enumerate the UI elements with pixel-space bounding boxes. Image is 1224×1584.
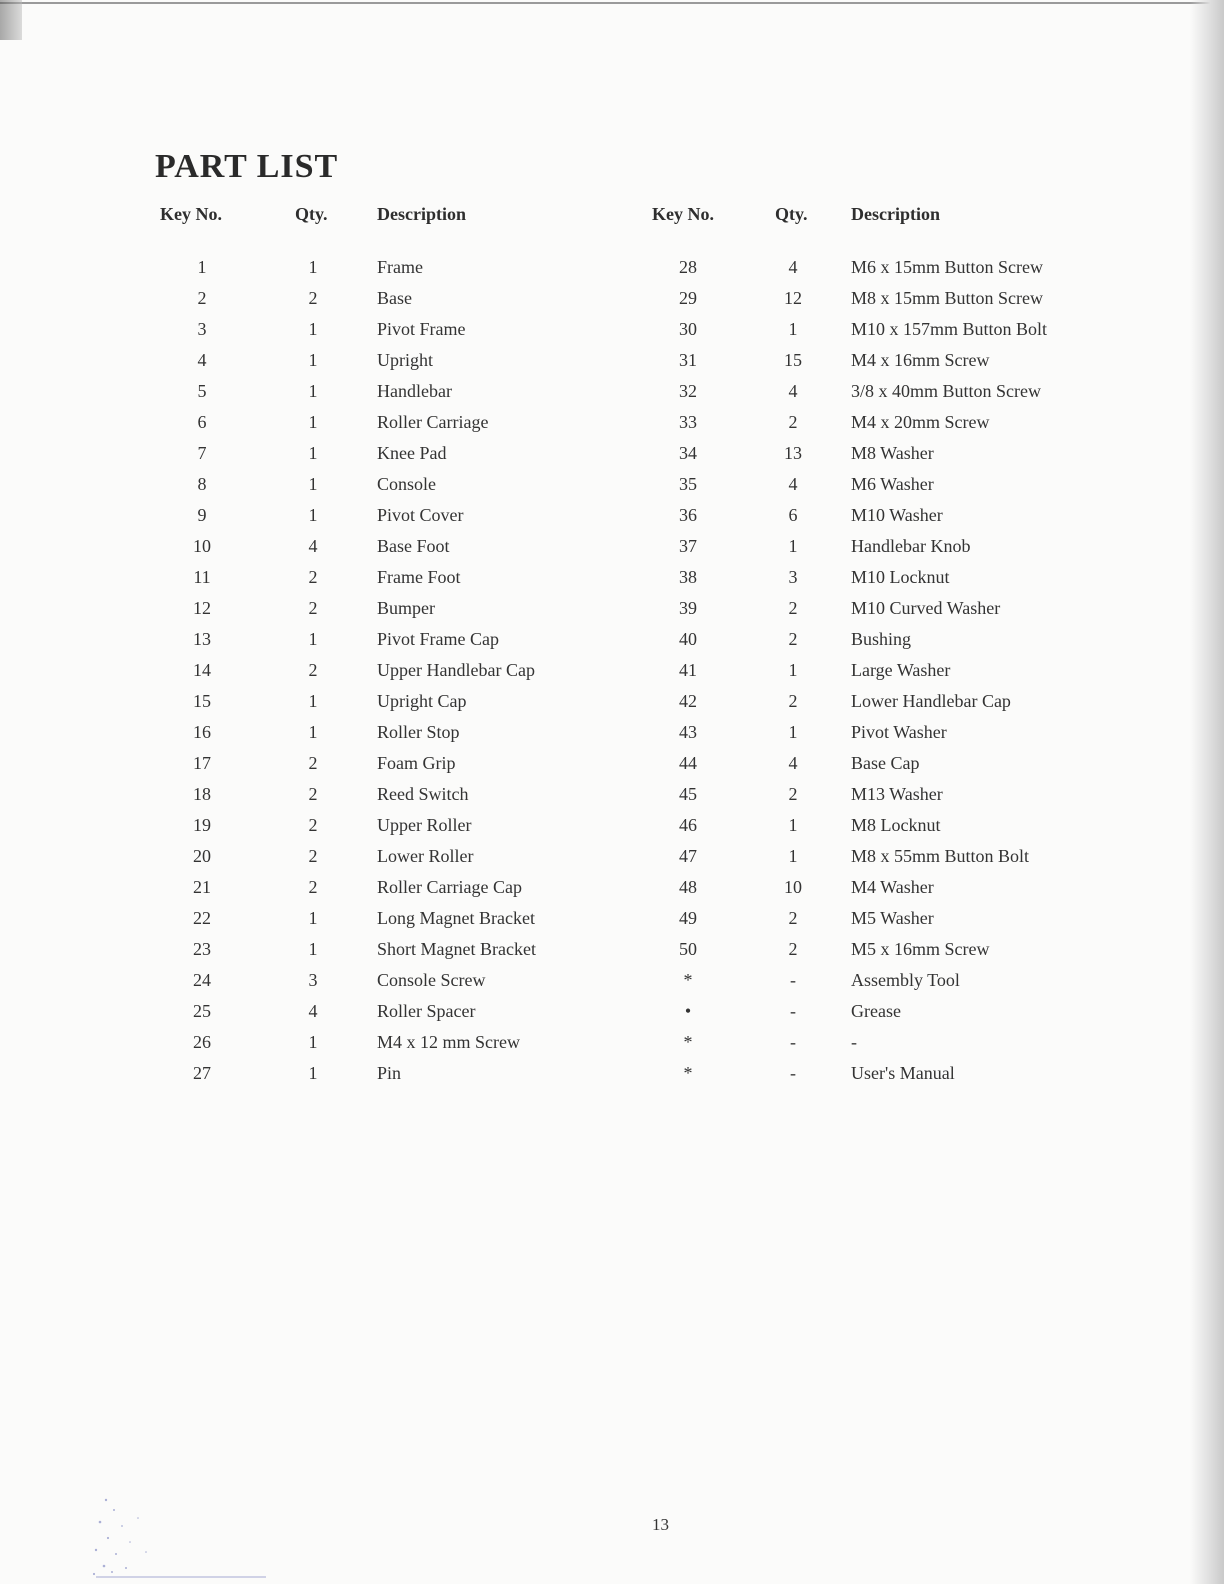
description-cell: Roller Carriage Cap: [377, 877, 522, 897]
description-cell: M10 Washer: [851, 505, 943, 525]
qty-cell: -: [790, 1001, 796, 1021]
description-cell: M5 Washer: [851, 908, 934, 928]
description-cell: Frame Foot: [377, 567, 461, 587]
key-no-cell: 38: [679, 567, 697, 587]
qty-cell: 2: [308, 846, 318, 866]
key-no-cell: 49: [679, 908, 697, 928]
qty-cell: 2: [788, 784, 798, 804]
description-cell: Base Cap: [851, 753, 920, 773]
qty-cell: 2: [308, 598, 318, 618]
qty-cell: 10: [784, 877, 802, 897]
description-cell: M8 Washer: [851, 443, 934, 463]
qty-cell: 1: [308, 350, 318, 370]
key-no-cell: 29: [679, 288, 697, 308]
qty-cell: 1: [308, 474, 318, 494]
key-no-cell: 44: [679, 753, 697, 773]
qty-cell: 4: [308, 536, 318, 556]
description-cell: Large Washer: [851, 660, 951, 680]
qty-cell: 4: [788, 753, 798, 773]
qty-cell: 12: [784, 288, 802, 308]
description-cell: M8 x 55mm Button Bolt: [851, 846, 1030, 866]
key-no-cell: 33: [679, 412, 697, 432]
key-no-cell: 42: [679, 691, 697, 711]
page-number: 13: [652, 1515, 669, 1534]
qty-cell: 1: [308, 939, 318, 959]
description-cell: Foam Grip: [377, 753, 456, 773]
description-cell: Console: [377, 474, 437, 494]
qty-cell: 6: [788, 505, 798, 525]
key-no-cell: 40: [679, 629, 697, 649]
key-no-cell: *: [683, 1063, 693, 1083]
qty-cell: 4: [788, 474, 798, 494]
qty-cell: -: [790, 970, 796, 990]
key-no-cell: 5: [197, 381, 207, 401]
qty-cell: 1: [308, 908, 318, 928]
description-cell: Bushing: [851, 629, 912, 649]
scan-edge-mark: [0, 0, 22, 40]
description-cell: Grease: [851, 1001, 901, 1021]
key-no-cell: 7: [197, 443, 207, 463]
key-no-cell: 3: [197, 319, 207, 339]
qty-cell: 1: [308, 381, 318, 401]
key-no-cell: 2: [197, 288, 207, 308]
description-cell: M8 x 15mm Button Screw: [851, 288, 1043, 308]
qty-cell: 1: [788, 846, 798, 866]
description-cell: Base Foot: [377, 536, 450, 556]
key-no-cell: 16: [193, 722, 211, 742]
qty-cell: 2: [308, 660, 318, 680]
key-no-cell: 32: [679, 381, 697, 401]
qty-cell: 4: [788, 257, 798, 277]
description-cell: Lower Handlebar Cap: [851, 691, 1011, 711]
qty-cell: 4: [788, 381, 798, 401]
key-no-cell: 27: [193, 1063, 211, 1083]
key-no-cell: 35: [679, 474, 697, 494]
key-no-cell: 50: [679, 939, 697, 959]
qty-cell: 2: [788, 908, 798, 928]
key-no-cell: 9: [197, 505, 207, 525]
key-no-cell: 14: [193, 660, 211, 680]
description-cell: Upright Cap: [377, 691, 467, 711]
description-cell: M4 x 20mm Screw: [851, 412, 990, 432]
qty-cell: 2: [788, 939, 798, 959]
key-no-cell: 20: [193, 846, 211, 866]
description-cell: Pivot Frame: [377, 319, 466, 339]
key-no-cell: 25: [193, 1001, 211, 1021]
qty-cell: 13: [784, 443, 802, 463]
description-cell: Base: [377, 288, 412, 308]
description-cell: Short Magnet Bracket: [377, 939, 536, 959]
key-no-cell: 13: [193, 629, 211, 649]
qty-cell: 1: [308, 629, 318, 649]
key-no-cell: 24: [193, 970, 211, 990]
key-no-cell: 23: [193, 939, 211, 959]
key-no-cell: 30: [679, 319, 697, 339]
key-no-cell: 17: [193, 753, 211, 773]
header-description: Description: [851, 204, 940, 224]
description-cell: M4 x 16mm Screw: [851, 350, 990, 370]
description-cell: Frame: [377, 257, 423, 277]
qty-cell: 1: [308, 505, 318, 525]
scan-speckle: [86, 1480, 276, 1580]
key-no-cell: 15: [193, 691, 211, 711]
description-cell: Assembly Tool: [851, 970, 960, 990]
key-no-cell: 4: [197, 350, 207, 370]
description-cell: Pin: [377, 1063, 402, 1083]
description-cell: Pivot Frame Cap: [377, 629, 499, 649]
description-cell: M4 Washer: [851, 877, 934, 897]
description-cell: Roller Stop: [377, 722, 460, 742]
key-no-cell: 18: [193, 784, 211, 804]
description-cell: Pivot Washer: [851, 722, 947, 742]
key-no-cell: 22: [193, 908, 211, 928]
key-no-cell: 21: [193, 877, 211, 897]
description-cell: -: [851, 1032, 857, 1052]
key-no-cell: 19: [193, 815, 211, 835]
description-cell: Roller Spacer: [377, 1001, 476, 1021]
key-no-cell: •: [684, 1001, 692, 1021]
description-cell: Bumper: [377, 598, 435, 618]
qty-cell: 1: [308, 691, 318, 711]
description-cell: Upper Roller: [377, 815, 472, 835]
key-no-cell: 41: [679, 660, 697, 680]
description-cell: Upright: [377, 350, 433, 370]
description-cell: M8 Locknut: [851, 815, 941, 835]
description-cell: M5 x 16mm Screw: [851, 939, 990, 959]
key-no-cell: 45: [679, 784, 697, 804]
key-no-cell: 37: [679, 536, 697, 556]
key-no-cell: 1: [197, 257, 207, 277]
description-cell: Roller Carriage: [377, 412, 489, 432]
qty-cell: 1: [788, 536, 798, 556]
qty-cell: 1: [308, 1032, 318, 1052]
qty-cell: 2: [788, 629, 798, 649]
qty-cell: 2: [788, 412, 798, 432]
key-no-cell: 39: [679, 598, 697, 618]
description-cell: Upper Handlebar Cap: [377, 660, 535, 680]
qty-cell: 2: [308, 567, 318, 587]
description-cell: M6 Washer: [851, 474, 934, 494]
description-cell: M10 Locknut: [851, 567, 950, 587]
key-no-cell: 11: [193, 567, 211, 587]
qty-cell: -: [790, 1032, 796, 1052]
description-cell: Handlebar Knob: [851, 536, 971, 556]
qty-cell: -: [790, 1063, 796, 1083]
qty-cell: 2: [788, 691, 798, 711]
description-cell: Pivot Cover: [377, 505, 464, 525]
qty-cell: 1: [308, 443, 318, 463]
qty-cell: 1: [308, 722, 318, 742]
key-no-cell: 31: [679, 350, 697, 370]
qty-cell: 1: [788, 815, 798, 835]
description-cell: M10 Curved Washer: [851, 598, 1001, 618]
description-cell: Lower Roller: [377, 846, 474, 866]
qty-cell: 2: [308, 815, 318, 835]
description-cell: User's Manual: [851, 1063, 955, 1083]
key-no-cell: 36: [679, 505, 697, 525]
description-cell: Long Magnet Bracket: [377, 908, 535, 928]
description-cell: Reed Switch: [377, 784, 469, 804]
key-no-cell: 43: [679, 722, 697, 742]
qty-cell: 1: [308, 412, 318, 432]
qty-cell: 1: [788, 722, 798, 742]
key-no-cell: 46: [679, 815, 697, 835]
qty-cell: 2: [308, 753, 318, 773]
key-no-cell: 6: [197, 412, 207, 432]
qty-cell: 3: [308, 970, 318, 990]
description-cell: Knee Pad: [377, 443, 447, 463]
qty-cell: 3: [788, 567, 798, 587]
qty-cell: 1: [788, 660, 798, 680]
key-no-cell: 48: [679, 877, 697, 897]
qty-cell: 2: [788, 598, 798, 618]
description-cell: M4 x 12 mm Screw: [377, 1032, 520, 1052]
header-key-no: Key No.: [160, 204, 222, 224]
key-no-cell: 28: [679, 257, 697, 277]
key-no-cell: 26: [193, 1032, 211, 1052]
qty-cell: 1: [788, 319, 798, 339]
key-no-cell: 10: [193, 536, 211, 556]
header-key-no: Key No.: [652, 204, 714, 224]
description-cell: Console Screw: [377, 970, 486, 990]
key-no-cell: 12: [193, 598, 211, 618]
key-no-cell: *: [683, 970, 693, 990]
key-no-cell: *: [683, 1032, 693, 1052]
header-qty: Qty.: [295, 204, 328, 224]
qty-cell: 1: [308, 319, 318, 339]
scan-shadow: [1190, 0, 1224, 1584]
key-no-cell: 34: [679, 443, 697, 463]
qty-cell: 2: [308, 877, 318, 897]
qty-cell: 1: [308, 1063, 318, 1083]
qty-cell: 4: [308, 1001, 318, 1021]
qty-cell: 15: [784, 350, 802, 370]
description-cell: Handlebar: [377, 381, 452, 401]
key-no-cell: 8: [197, 474, 207, 494]
header-qty: Qty.: [775, 204, 808, 224]
key-no-cell: 47: [679, 846, 697, 866]
description-cell: M13 Washer: [851, 784, 943, 804]
top-rule: [0, 2, 1224, 4]
description-cell: 3/8 x 40mm Button Screw: [851, 381, 1041, 401]
qty-cell: 2: [308, 288, 318, 308]
description-cell: M10 x 157mm Button Bolt: [851, 319, 1048, 339]
qty-cell: 2: [308, 784, 318, 804]
description-cell: M6 x 15mm Button Screw: [851, 257, 1043, 277]
page-title: PART LIST: [155, 148, 339, 185]
qty-cell: 1: [308, 257, 318, 277]
header-description: Description: [377, 204, 466, 224]
